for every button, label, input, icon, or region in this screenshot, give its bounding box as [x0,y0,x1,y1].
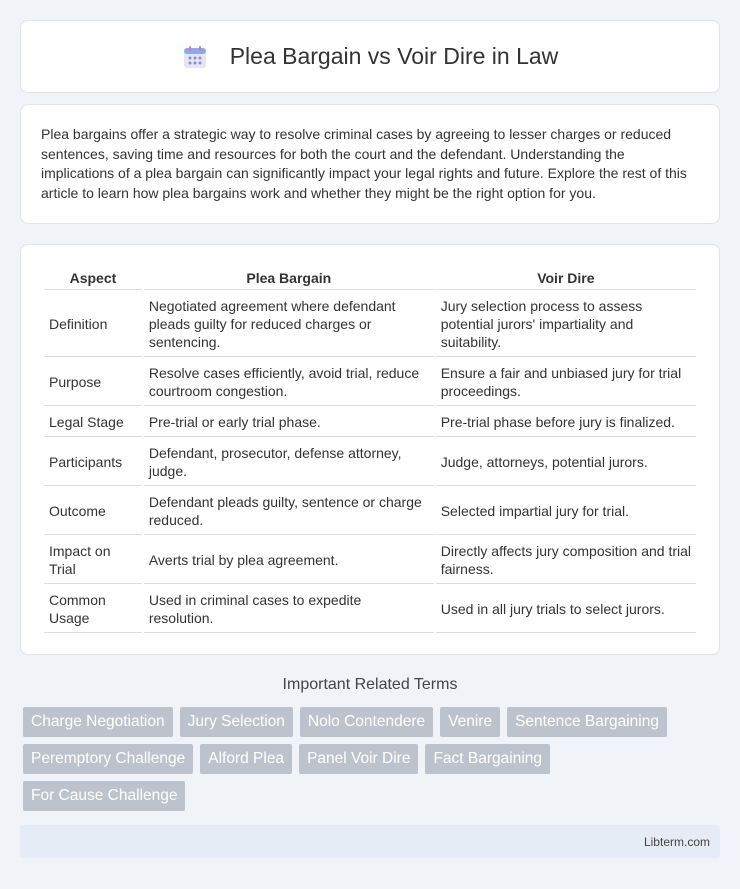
page-title: Plea Bargain vs Voir Dire in Law [229,43,559,69]
aspect-cell: Outcome [44,488,142,535]
header-card [20,20,720,93]
voir-cell: Jury selection process to assess potential jurors' impartiality and suitability. [436,292,696,357]
voir-cell: Used in all jury trials to select jurors. [436,586,696,633]
related-term-tag[interactable]: Jury Selection [180,707,293,737]
related-term-tag[interactable]: Panel Voir Dire [299,744,418,774]
aspect-cell: Legal Stage [44,408,142,437]
plea-cell: Used in criminal cases to expedite resolution. [144,586,434,633]
plea-cell: Averts trial by plea agreement. [144,537,434,584]
comparison-card [20,244,720,655]
table-row [44,359,696,406]
table-row [44,408,696,437]
comparison-table [42,265,698,635]
related-term-tag[interactable]: Fact Bargaining [425,744,550,774]
aspect-cell: Participants [44,439,142,486]
aspect-cell: Definition [44,292,142,357]
header-aspect: Aspect [44,267,142,290]
voir-cell: Pre-trial phase before jury is finalized. [436,408,696,437]
plea-cell: Pre-trial or early trial phase. [144,408,434,437]
header-voir-dire: Voir Dire [436,267,696,290]
intro-text: Plea bargains offer a strategic way to resolve criminal cases by agreeing to lesser charges or reduced sentences, saving time and resources for both the court and the defendant. Understanding the implications of a plea bargain can significantly impact your legal rights and future. Explore the rest of this article to learn how plea bargains work and whether they might be the right option for you. [41,126,687,201]
related-term-tag[interactable]: Alford Plea [200,744,292,774]
intro-card [20,104,720,224]
table-row [44,488,696,535]
plea-cell: Defendant pleads guilty, sentence or charge reduced. [144,488,434,535]
table-header-row [44,267,696,290]
table-row [44,439,696,486]
related-terms-list [23,707,723,818]
related-term-tag[interactable]: Nolo Contendere [300,707,433,737]
related-term-tag[interactable]: Sentence Bargaining [507,707,667,737]
related-term-tag[interactable]: For Cause Challenge [23,781,185,811]
calendar-icon [182,44,208,70]
voir-cell: Selected impartial jury for trial. [436,488,696,535]
table-row [44,586,696,633]
header-plea-bargain: Plea Bargain [144,267,434,290]
footer-site-link[interactable]: Libterm.com [643,834,710,849]
plea-cell: Resolve cases efficiently, avoid trial, reduce courtroom congestion. [144,359,434,406]
related-term-tag[interactable]: Peremptory Challenge [23,744,193,774]
related-term-tag[interactable]: Charge Negotiation [23,707,173,737]
plea-cell: Defendant, prosecutor, defense attorney, judge. [144,439,434,486]
related-terms-title: Important Related Terms [282,676,458,693]
footer [20,825,720,858]
aspect-cell: Impact on Trial [44,537,142,584]
plea-cell: Negotiated agreement where defendant pleads guilty for reduced charges or sentencing. [144,292,434,357]
voir-cell: Ensure a fair and unbiased jury for trial proceedings. [436,359,696,406]
table-row [44,537,696,584]
voir-cell: Directly affects jury composition and trial fairness. [436,537,696,584]
aspect-cell: Common Usage [44,586,142,633]
related-term-tag[interactable]: Venire [440,707,500,737]
table-row [44,292,696,357]
aspect-cell: Purpose [44,359,142,406]
voir-cell: Judge, attorneys, potential jurors. [436,439,696,486]
